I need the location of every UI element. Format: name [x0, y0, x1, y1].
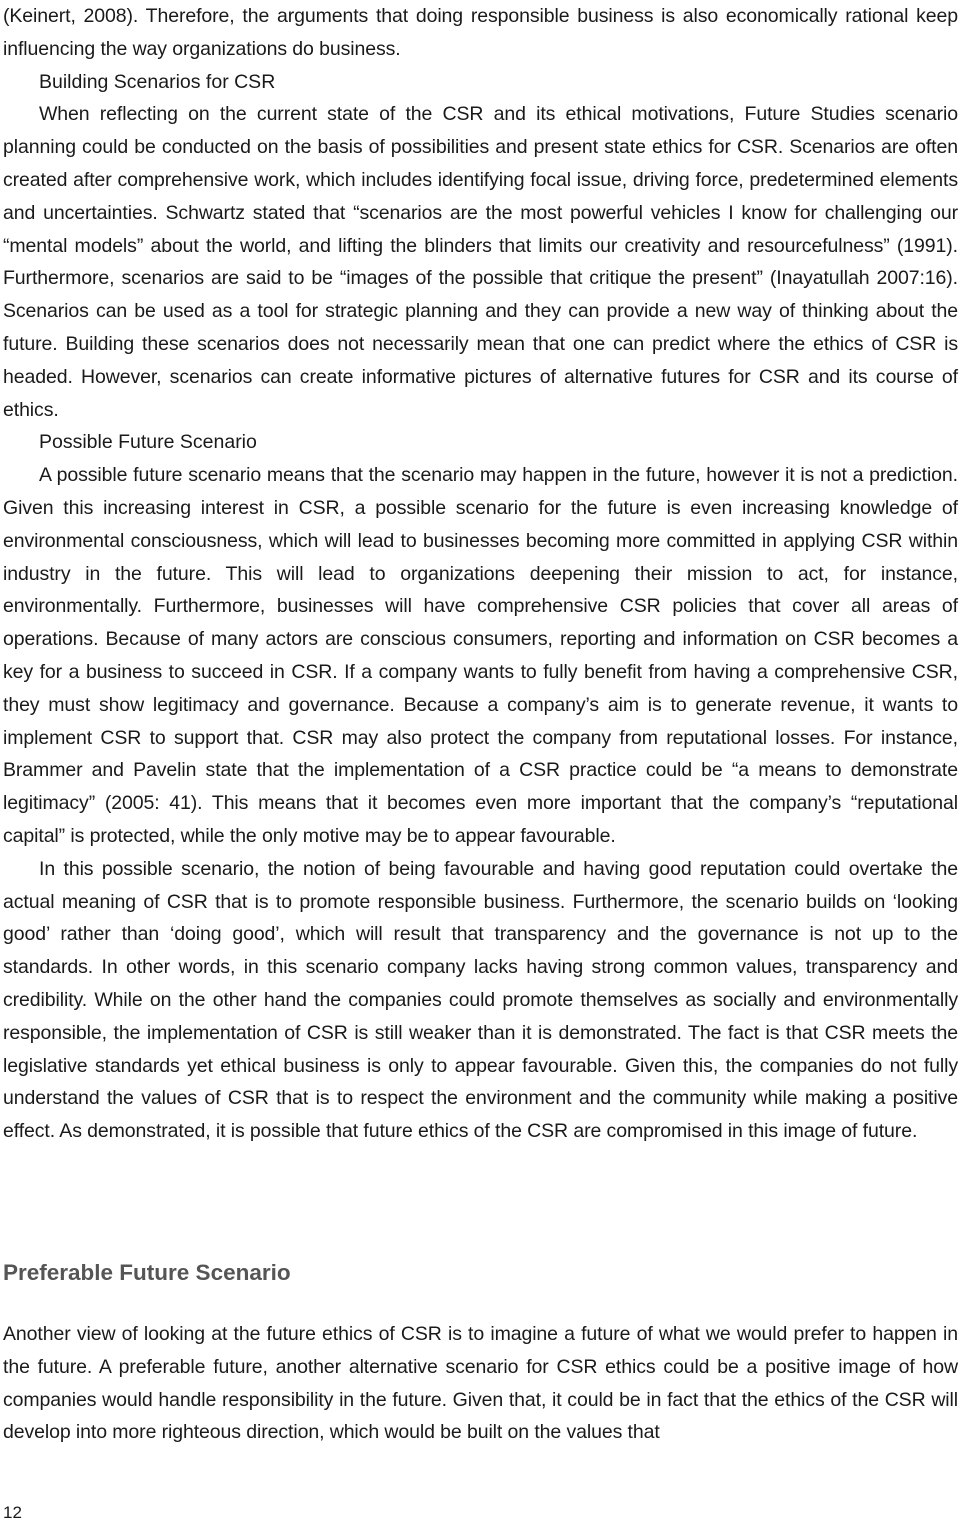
paragraph-possible-future-1: A possible future scenario means that the scenario may happen in the future, however it is not a prediction. Given this increasing interest in CSR, a possible scenario for the future is even increasing knowledge of environmental consciousness, which will lead to businesses becoming more committed in applying CSR within industry in the future. This will lead to organizations deepening their mission to act, for instance, environmentally. Furthermore, businesses will have comprehensive CSR policies that cover all areas of operations. Because of many actors are conscious consumers, reporting and information on CSR becomes a key for a business to succeed in CSR. If a company wants to fully benefit from having a comprehensive CSR, they must show legitimacy and governance. Because a company’s aim is to generate revenue, it wants to implement CSR to support that. CSR may also protect the company from reputational losses. For instance, Brammer and Pavelin state that the implementation of a CSR practice could be “a means to demonstrate legitimacy” (2005: 41). This means that it becomes even more important that the company’s “reputational capital” is protected, while the only motive may be to appear favourable.	[3, 464, 958, 847]
preferable-section-body	[3, 1318, 958, 1449]
page-number: 12	[3, 1503, 22, 1522]
top-paragraph: (Keinert, 2008). Therefore, the arguments that doing responsible business is also economically rational keep influencing the way organizations do business.	[3, 5, 958, 60]
paragraph-preferable-future: Another view of looking at the future ethics of CSR is to imagine a future of what we would prefer to happen in the future. A preferable future, another alternative scenario for CSR ethics could be a positive image of how companies would handle responsibility in the future. Given that, it could be in fact that the ethics of the CSR will develop into more righteous direction, which would be built on the values that	[3, 1323, 958, 1444]
paragraph-building-scenarios: When reflecting on the current state of the CSR and its ethical motivations, Future Studies scenario planning could be conducted on the basis of possibilities and present state ethics for CSR. Scenarios are often created after comprehensive work, which includes identifying focal issue, driving force, predetermined elements and uncertainties. Schwartz stated that “scenarios are the most powerful vehicles I know for challenging our “mental models” about the world, and lifting the blinders that limits our creativity and resourcefulness” (1991). Furthermore, scenarios are said to be “images of the possible that critique the present” (Inayatullah 2007:16). Scenarios can be used as a tool for strategic planning and they can provide a new way of thinking about the future. Building these scenarios does not necessarily mean that one can predict where the ethics of CSR is headed. However, scenarios can create informative pictures of alternative futures for CSR and its course of ethics.	[3, 103, 958, 421]
document-body	[3, 0, 958, 1148]
heading-possible-future: Possible Future Scenario	[39, 431, 257, 454]
paragraph-possible-future-2: In this possible scenario, the notion of being favourable and having good reputation could overtake the actual meaning of CSR that is to promote responsible business. Furthermore, the scenario builds on ‘looking good’ rather than ‘doing good’, which will result that transparency and the governance is not up to the standards. In other words, in this scenario company lacks having strong common values, transparency and credibility. While on the other hand the companies could promote themselves as socially and environmentally responsible, the implementation of CSR is still weaker than it is demonstrated. The fact is that CSR meets the legislative standards yet ethical business is only to appear favourable. Given this, the companies do not fully understand the values of CSR that is to respect the environment and the community while making a positive effect. As demonstrated, it is possible that future ethics of the CSR are compromised in this image of future.	[3, 857, 958, 1143]
heading-building-scenarios: Building Scenarios for CSR	[39, 70, 276, 93]
section-title-preferable: Preferable Future Scenario	[3, 1260, 291, 1285]
